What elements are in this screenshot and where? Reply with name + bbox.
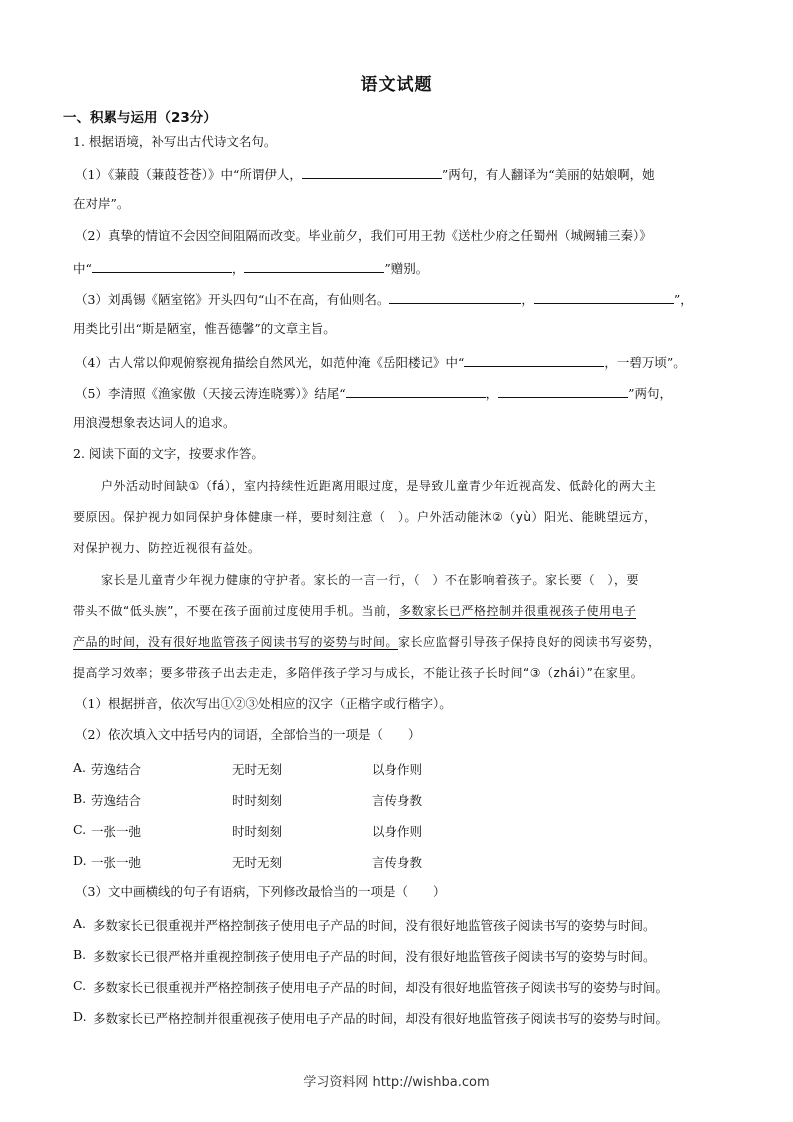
- option-label[interactable]: A.: [73, 760, 87, 775]
- passage-p2-line-3: 产品的时间，没有很好地监管孩子阅读书写的姿势与时间。家长应监督引导孩子保持良好的阅读书写姿势，: [73, 635, 661, 649]
- option-text: 多数家长已很严格并重视控制孩子使用电子产品的时间，没有很好地监管孩子阅读书写的姿势与时间。: [93, 949, 656, 964]
- option-label[interactable]: A.: [73, 916, 87, 931]
- answer-blank[interactable]: [389, 289, 521, 304]
- underlined-sentence: 产品的时间，没有很好地监管孩子阅读书写的姿势与时间。: [73, 635, 399, 649]
- q2-sub-1: （1）根据拼音，依次写出①②③处相应的汉字（正楷字或行楷字）。: [75, 696, 452, 711]
- q1-item-2-line-1: （2）真挚的情谊不会因空间阻隔而改变。毕业前夕，我们可用王勃《送杜少府之任蜀州（城阙辅三秦）》: [75, 228, 652, 243]
- answer-blank[interactable]: [464, 352, 604, 367]
- option-word: 以身作则: [372, 762, 423, 777]
- option-word: 以身作则: [372, 824, 423, 839]
- q1-item-5-line-1: （5）李清照《渔家傲（天接云涛连晓雾）》结尾“ ， ”两句，: [75, 383, 672, 403]
- option-label[interactable]: D.: [73, 1009, 87, 1024]
- passage-p1-line-2: 要原因。保护视力如同保护身体健康一样，要时刻注意（ ）。户外活动能沐②（yù）阳光、能眺望远方，: [73, 510, 657, 524]
- q1-item-2-line-2: 中“ ， ”赠别。: [73, 258, 428, 278]
- section-heading: 一、积累与运用（23分）: [63, 110, 217, 126]
- option-text: 多数家长已严格控制并很重视孩子使用电子产品的时间，却没有很好地监管孩子阅读书写的姿势与时间。: [93, 1011, 669, 1026]
- option-word: 无时无刻: [232, 855, 283, 870]
- q2-sub-2: （2）依次填入文中括号内的词语，全部恰当的一项是（ ）: [75, 727, 421, 742]
- q1-item-1-line-1: （1）《蒹葭（蒹葭苍苍）》中“所谓伊人， ”两句，有人翻译为“美丽的姑娘啊，她: [75, 164, 655, 184]
- passage-p2-line-4: 提高学习效率；要多带孩子出去走走，多陪伴孩子学习与成长，不能让孩子长时间“③（zhái）”在家里。: [73, 666, 644, 680]
- option-word: 无时无刻: [232, 762, 283, 777]
- question-1-stem: 1. 根据语境，补写出古代诗文名句。: [73, 134, 277, 149]
- q1-item-1-line-2: 在对岸”。: [73, 196, 130, 211]
- option-label[interactable]: B.: [73, 791, 87, 806]
- answer-blank[interactable]: [346, 383, 486, 398]
- option-word: 劳逸结合: [91, 793, 142, 808]
- option-word: 一张一弛: [91, 824, 142, 839]
- question-2-stem: 2. 阅读下面的文字，按要求作答。: [73, 446, 264, 461]
- q2-sub-3: （3）文中画横线的句子有语病，下列修改最恰当的一项是（ ）: [75, 884, 446, 899]
- answer-blank[interactable]: [92, 258, 232, 273]
- passage-p1-line-3: 对保护视力、防控近视很有益处。: [73, 541, 261, 555]
- option-word: 言传身教: [372, 793, 423, 808]
- option-word: 劳逸结合: [91, 762, 142, 777]
- q1-item-3-line-1: （3）刘禹锡《陋室铭》开头四句“山不在高，有仙则名。 ， ”，: [75, 289, 693, 309]
- answer-blank[interactable]: [244, 258, 384, 273]
- answer-blank[interactable]: [302, 164, 442, 179]
- q1-item-3-line-2: 用类比引出“斯是陋室，惟吾德馨”的文章主旨。: [73, 321, 336, 336]
- passage-p2-line-1: 家长是儿童青少年视力健康的守护者。家长的一言一行，（ ）不在影响着孩子。家长要（ ），要: [101, 573, 640, 587]
- page-title: 语文试题: [360, 75, 433, 95]
- answer-blank[interactable]: [534, 289, 674, 304]
- q1-item-5-line-2: 用浪漫想象表达词人的追求。: [73, 415, 236, 430]
- option-text: 多数家长已很重视并严格控制孩子使用电子产品的时间，却没有很好地监管孩子阅读书写的姿势与时间。: [93, 980, 669, 995]
- option-label[interactable]: D.: [73, 853, 87, 868]
- option-word: 时时刻刻: [232, 824, 283, 839]
- option-text: 多数家长已很重视并严格控制孩子使用电子产品的时间，没有很好地监管孩子阅读书写的姿势与时间。: [93, 918, 656, 933]
- option-label[interactable]: B.: [73, 947, 87, 962]
- q1-item-4: （4）古人常以仰观俯察视角描绘自然风光，如范仲淹《岳阳楼记》中“ ，一碧万顷”。: [75, 352, 686, 372]
- option-word: 时时刻刻: [232, 793, 283, 808]
- option-word: 一张一弛: [91, 855, 142, 870]
- option-label[interactable]: C.: [73, 822, 87, 837]
- underlined-sentence: 多数家长已严格控制并很重视孩子使用电子: [398, 604, 637, 618]
- passage-p1-line-1: 户外活动时间缺①（fá），室内持续性近距离用眼过度，是导致儿童青少年近视高发、低龄化的两大主: [101, 479, 657, 493]
- footer-watermark: 学习资料网 http://wishba.com: [303, 1075, 490, 1090]
- option-label[interactable]: C.: [73, 978, 87, 993]
- option-word: 言传身教: [372, 855, 423, 870]
- answer-blank[interactable]: [498, 383, 628, 398]
- passage-p2-line-2: 带头不做“低头族”，不要在孩子面前过度使用手机。当前，多数家长已严格控制并很重视孩子使用电子: [73, 604, 637, 618]
